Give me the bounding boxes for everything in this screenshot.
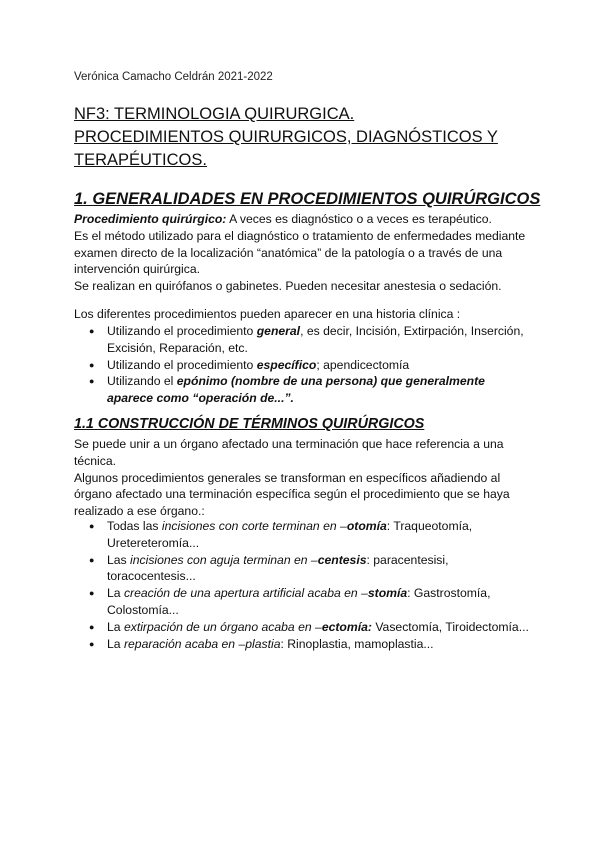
list-item: ● Utilizando el procedimiento específico; apendicectomía — [74, 357, 534, 374]
page-title — [74, 103, 544, 172]
section-1-1-paragraph — [74, 436, 534, 520]
definition-text: A veces es diagnóstico o a veces es terapéutico. — [226, 212, 492, 226]
list-item: ● La reparación acaba en –plastia: Rinoplastia, mamoplastia... — [74, 636, 534, 653]
list-item: ● La creación de una apertura artificial acaba en –stomía: Gastrostomía, Colostomía... — [74, 585, 534, 619]
section-1-para-1: Es el método utilizado para el diagnóstico o tratamiento de enfermedades mediante examen directo de la localización “anatómica” de la patología o a través de una intervención quirúrgica. — [74, 228, 526, 277]
title-line-1: NF3: TERMINOLOGIA QUIRURGICA. — [74, 105, 355, 123]
list-item: ● Las incisiones con aguja terminan en –centesis: paracentesisi, toracocentesis... — [74, 552, 534, 586]
surgical-suffix-list — [74, 518, 534, 652]
section-1-intro: Los diferentes procedimientos pueden aparecer en una historia clínica : — [74, 307, 461, 321]
section-1-1-para-2: Algunos procedimientos generales se transforman en específicos añadiendo al órgano afectado una terminación específica según el procedimiento que se haya realizado a ese órgano.: — [74, 470, 510, 519]
definition-term: Procedimiento quirúrgico: — [74, 212, 227, 226]
title-line-2: PROCEDIMIENTOS QUIRURGICOS, DIAGNÓSTICOS Y — [74, 128, 498, 146]
title-line-3: TERAPÉUTICOS. — [74, 151, 207, 169]
procedure-types-list — [74, 323, 534, 407]
section-1-1-heading: 1.1 CONSTRUCCIÓN DE TÉRMINOS QUIRÚRGICOS — [74, 416, 425, 432]
list-item: ● La extirpación de un órgano acaba en –ectomía: Vasectomía, Tiroidectomía... — [74, 619, 534, 636]
section-1-heading: 1. GENERALIDADES EN PROCEDIMIENTOS QUIRÚRGICOS — [74, 190, 541, 208]
section-1-1-para-1: Se puede unir a un órgano afectado una terminación que hace referencia a una técnica. — [74, 437, 504, 468]
list-item: ● Todas las incisiones con corte terminan en –otomía: Traqueotomía, Uretereteromía... — [74, 518, 534, 552]
author-line: Verónica Camacho Celdrán 2021-2022 — [74, 71, 273, 83]
definition-paragraph — [74, 211, 534, 295]
list-item: ● Utilizando el procedimiento general, es decir, Incisión, Extirpación, Inserción, Excisión, Reparación, etc. — [74, 323, 534, 357]
list-item: ● Utilizando el epónimo (nombre de una persona) que generalmente aparece como “operación de...”. — [74, 373, 534, 407]
section-1-para-2: Se realizan en quirófanos o gabinetes. Pueden necesitar anestesia o sedación. — [74, 279, 502, 294]
